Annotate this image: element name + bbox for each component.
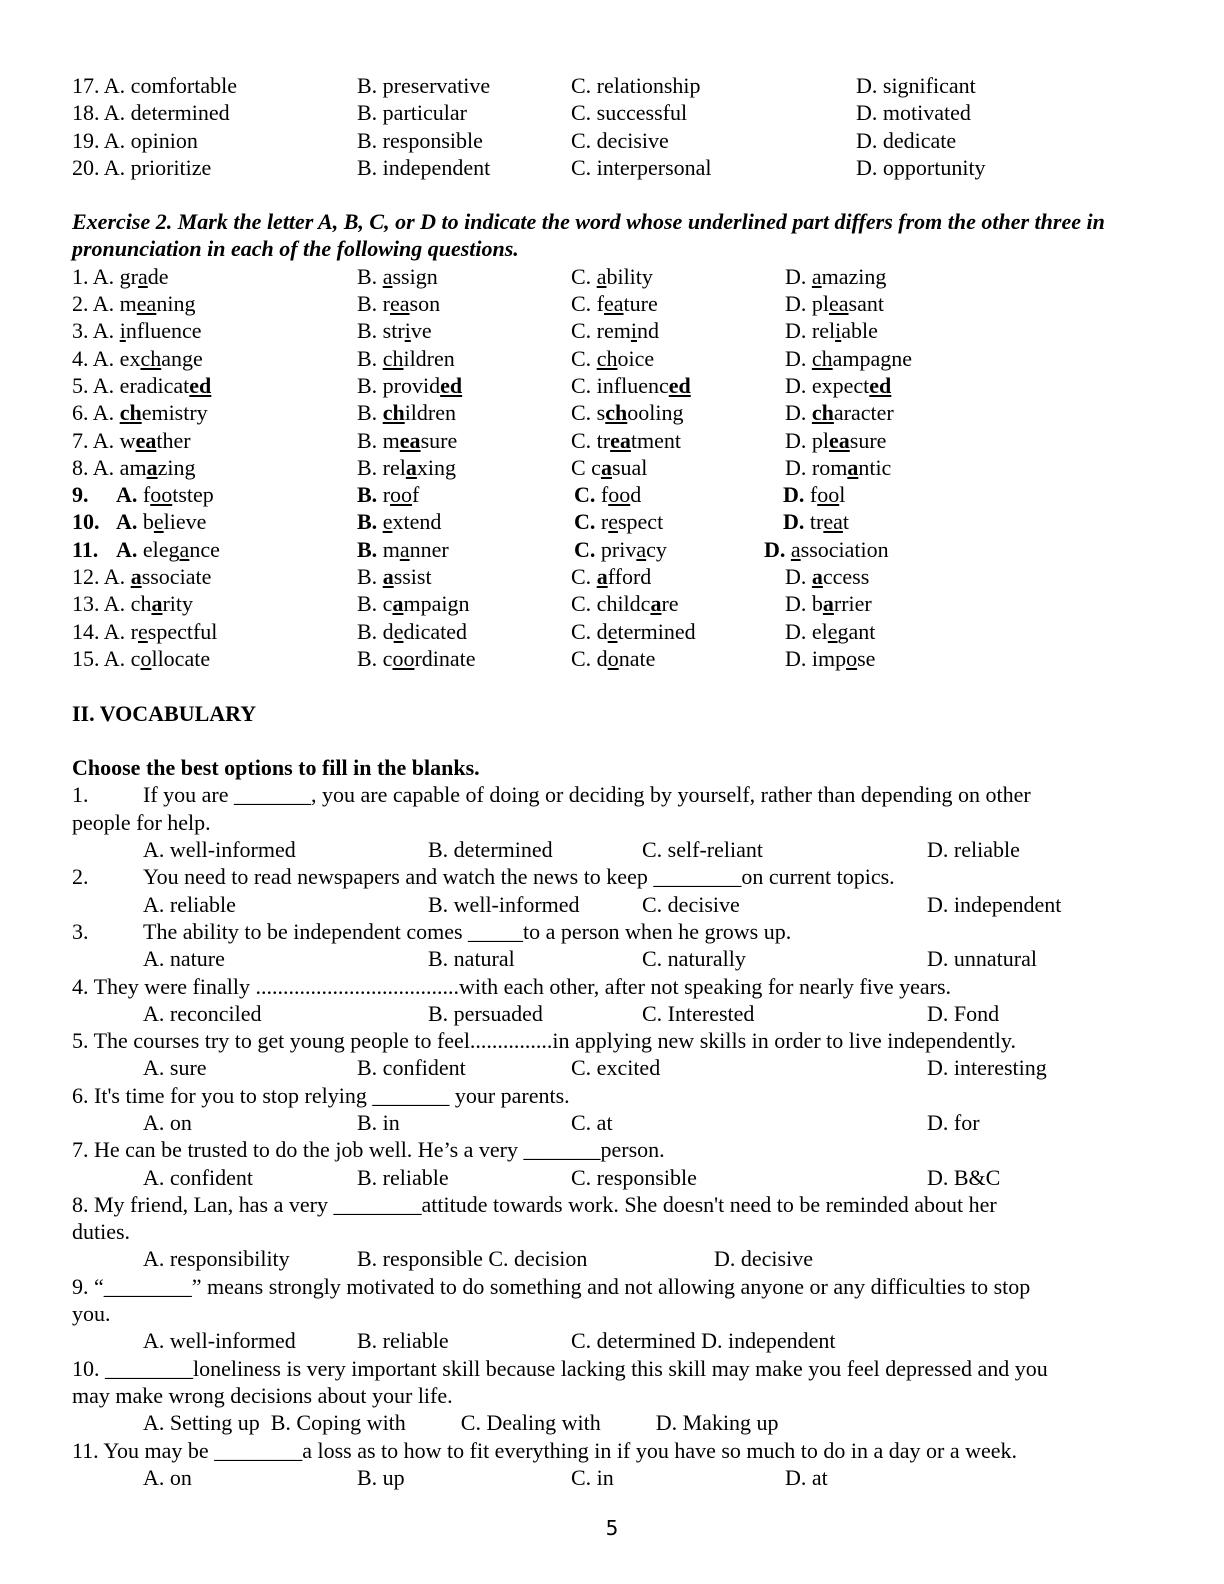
- option-c: C. food: [574, 482, 642, 508]
- stress-items: [72, 72, 1157, 181]
- list-item: [72, 508, 1157, 535]
- option-b: B. assist: [357, 564, 432, 590]
- question-4: 4. They were finally .....................................with each other, after not speaking for nearly five years.: [72, 973, 952, 999]
- list-item: [72, 536, 1157, 563]
- option-b: B. measure: [357, 427, 458, 453]
- question-10: 10. ________loneliness is very important skill because lacking this skill may make you feel depressed and you: [72, 1355, 1048, 1381]
- page-number: 5: [605, 1516, 619, 1540]
- option-c: C. remind: [571, 318, 660, 344]
- section-heading: II. VOCABULARY: [72, 700, 257, 726]
- list-item: [72, 427, 1157, 454]
- list-item: [72, 263, 1157, 290]
- list-item: [72, 618, 1157, 645]
- option-b: B. manner: [357, 536, 449, 562]
- option-c: C. choice: [571, 345, 655, 371]
- list-item: [72, 290, 1157, 317]
- instruction: Choose the best options to fill in the blanks.: [72, 755, 480, 781]
- option-d: D. pleasant: [785, 291, 884, 317]
- list-item: [72, 317, 1157, 344]
- option-a: 5. A. eradicated: [72, 372, 212, 398]
- option-b: B. children: [357, 400, 457, 426]
- question-5: 5. The courses try to get young people to feel...............in applying new skills in order to live independently.: [72, 1028, 1016, 1054]
- list-item: [72, 481, 1157, 508]
- list-item: 17. A. comfortable B. preservative C. relationship D. significant: [72, 73, 976, 98]
- list-item: [72, 645, 1157, 672]
- option-a: 7. A. weather: [72, 427, 191, 453]
- list-item: [72, 345, 1157, 372]
- option-d: D. character: [785, 400, 894, 426]
- question-1: 1. If you are _______, you are capable of doing or deciding by yourself, rather than depending on other: [72, 782, 1031, 808]
- option-c: C. privacy: [574, 536, 667, 562]
- options-3: A. nature B. natural C. naturally D. unnatural: [143, 946, 1037, 972]
- option-d: D. fool: [783, 482, 846, 508]
- option-a: 8. A. amazing: [72, 454, 196, 480]
- option-c: C. feature: [571, 291, 658, 317]
- option-b: B. strive: [357, 318, 432, 344]
- option-b: B. reason: [357, 291, 441, 317]
- option-a: 13. A. charity: [72, 591, 194, 617]
- option-a: 11. A. elegance: [72, 536, 220, 562]
- option-c: C. determined: [571, 618, 696, 644]
- options-6: A. on B. in C. at D. for: [143, 1109, 980, 1135]
- options-4: A. reconciled B. persuaded C. Interested D. Fond: [143, 1000, 1000, 1026]
- option-b: B. children: [357, 345, 455, 371]
- option-c: C. donate: [571, 645, 656, 671]
- option-c: C. schooling: [571, 400, 684, 426]
- question-2: 2. You need to read newspapers and watch the news to keep ________on current topics.: [72, 864, 895, 890]
- options-7: A. confident B. reliable C. responsible D. B&C: [143, 1164, 1001, 1190]
- option-b: B. campaign: [357, 591, 470, 617]
- option-b: B. coordinate: [357, 645, 476, 671]
- list-item: 19. A. opinion B. responsible C. decisive D. dedicate: [72, 127, 957, 153]
- option-b: B. assign: [357, 263, 438, 289]
- list-item: 18. A. determined B. particular C. successful D. motivated: [72, 100, 971, 126]
- options-8: A. responsibility B. responsible C. decision D. decisive: [143, 1246, 813, 1272]
- option-b: B. relaxing: [357, 454, 457, 480]
- option-a: 3. A. influence: [72, 318, 202, 344]
- option-a: 12. A. associate: [72, 564, 212, 590]
- option-d: D. association: [764, 536, 889, 562]
- list-item: [72, 372, 1157, 399]
- option-b: B. roof: [357, 482, 420, 508]
- question-3: 3. The ability to be independent comes _____to a person when he grows up.: [72, 918, 792, 944]
- option-d: D. access: [785, 564, 870, 590]
- list-item: [72, 399, 1157, 426]
- option-b: B. provided: [357, 372, 463, 398]
- option-c: C casual: [571, 454, 648, 480]
- list-item: 20. A. prioritize B. independent C. interpersonal D. opportunity: [72, 154, 986, 180]
- option-b: B. extend: [357, 509, 442, 535]
- worksheet-page: 17. A. comfortable B. preservative C. relationship D. significant 18. A. determined B. particular C. successful D. motivated 19. A. opinion B. responsible C. decisive D. dedicate 20. A. prioritize B. independent C. interpersonal D. opportunity Exercise 2. Mark the letter A, B, C, or D to indicate the word whose underlined part differs from the other three in pronunciation in each of the following questions. 1. A. grade B. assign C. ability D. amazing 2. A. meaning B. reason C. feature D. pleasant 3. A. influence B. strive C. remind D. reliable 4. A. exchange B. children C. choice D. champagne 5. A. eradicated B. provided C. influenced D. expected 6. A. chemistry B. children C. schooling D. character 7. A. weather B. measure C. treatment D. pleasure 8. A. amazing B. relaxing C casual D. romantic 9. A. footstep B. roof C. food D. fool 10. A. believe B. extend C. respect D. treat 11. A. elegance B. manner C. privacy D. association 12. A. associate B. assist C. afford D. access 13. A. charity B. campaign C. childcare D. barrier 14. A. respectful B. dedicated C. determined D. elegant 15. A. collocate B. coordinate C. donate D. impose II. VOCABULARY Choose the best options to fill in the blanks. 1. If you are _______, you are capable of doing or deciding by yourself, rather than depending on other people for help. A. well-informed B. determined C. self-reliant D. reliable 2. You need to read newspapers and watch the news to keep ________on current topics. A. reliable B. well-informed C. decisive D. independent 3. The ability to be independent comes _____to a person when he grows up. A. nature B. natural C. naturally D. unnatural 4. They were finally .....................................with each other, after not speaking for nearly five years. A. reconciled B. persuaded C. Interested D. Fond 5. The courses try to get young people to feel...............in applying new skills in order to live independently. A. sure B. confident C. excited D. interesting 6. It's time for you to stop relying _______ your parents. A. on B. in C. at D. for 7. He can be trusted to do the job well. He’s a very _______person. A. confident B. reliable C. responsible D. B&C 8. My friend, Lan, has a very ________attitude towards work. She doesn't need to be reminded about her duties. A. responsibility B. responsible C. decision D. decisive 9. “________” means strongly motivated to do something and not allowing anyone or any difficulties to stop you. A. well-informed B. reliable C. determined D. independent 10. ________loneliness is very important skill because lacking this skill may make you feel depressed and you may make wrong decisions about your life. A. Setting up B. Coping with C. Dealing with D. Making up 11. You may be ________a loss as to how to fit everything in if you have so much to do in a day or a week. A. on B. up C. in D. at: [72, 72, 1157, 1491]
- question-8: 8. My friend, Lan, has a very ________attitude towards work. She doesn't need to be reminded about her: [72, 1191, 997, 1217]
- options-5: A. sure B. confident C. excited D. interesting: [143, 1055, 1047, 1081]
- option-d: D. amazing: [785, 263, 887, 289]
- exercise-2-title: Exercise 2. Mark the letter A, B, C, or D to indicate the word whose underlined part differs from the other three in pronunciation in each of the following questions.: [72, 209, 1105, 262]
- options-1: A. well-informed B. determined C. self-reliant D. reliable: [143, 837, 1020, 863]
- option-d: D. barrier: [785, 591, 872, 617]
- list-item: [72, 454, 1157, 481]
- option-a: 6. A. chemistry: [72, 400, 208, 426]
- option-a: 4. A. exchange: [72, 345, 203, 371]
- option-a: 15. A. collocate: [72, 645, 211, 671]
- option-d: D. treat: [783, 509, 849, 535]
- option-d: D. expected: [785, 372, 892, 398]
- option-c: C. treatment: [571, 427, 681, 453]
- list-item: [72, 563, 1157, 590]
- option-c: C. influenced: [571, 372, 691, 398]
- option-d: D. elegant: [785, 618, 876, 644]
- option-a: 1. A. grade: [72, 263, 169, 289]
- option-c: C. afford: [571, 564, 652, 590]
- options-10: A. Setting up B. Coping with C. Dealing with D. Making up: [143, 1410, 779, 1436]
- option-d: D. impose: [785, 645, 876, 671]
- pronunciation-list: [72, 263, 1157, 672]
- option-c: C. childcare: [571, 591, 679, 617]
- option-a: 10. A. believe: [72, 509, 207, 535]
- option-a: 9. A. footstep: [72, 482, 214, 508]
- option-d: D. reliable: [785, 318, 878, 344]
- list-item: [72, 590, 1157, 617]
- option-d: D. pleasure: [785, 427, 887, 453]
- option-c: C. ability: [571, 263, 653, 289]
- question-6: 6. It's time for you to stop relying _______ your parents.: [72, 1082, 570, 1108]
- option-d: D. romantic: [785, 454, 892, 480]
- options-2: A. reliable B. well-informed C. decisive D. independent: [143, 891, 1062, 917]
- question-11: 11. You may be ________a loss as to how to fit everything in if you have so much to do in a day or a week.: [72, 1437, 1018, 1463]
- options-9: A. well-informed B. reliable C. determined D. independent: [143, 1328, 836, 1354]
- question-9: 9. “________” means strongly motivated to do something and not allowing anyone or any difficulties to stop: [72, 1273, 1031, 1299]
- option-a: 2. A. meaning: [72, 291, 196, 317]
- question-7: 7. He can be trusted to do the job well. He’s a very _______person.: [72, 1137, 665, 1163]
- option-b: B. dedicated: [357, 618, 467, 644]
- option-a: 14. A. respectful: [72, 618, 218, 644]
- options-11: A. on B. up C. in D. at: [143, 1464, 828, 1490]
- option-d: D. champagne: [785, 345, 913, 371]
- option-c: C. respect: [574, 509, 664, 535]
